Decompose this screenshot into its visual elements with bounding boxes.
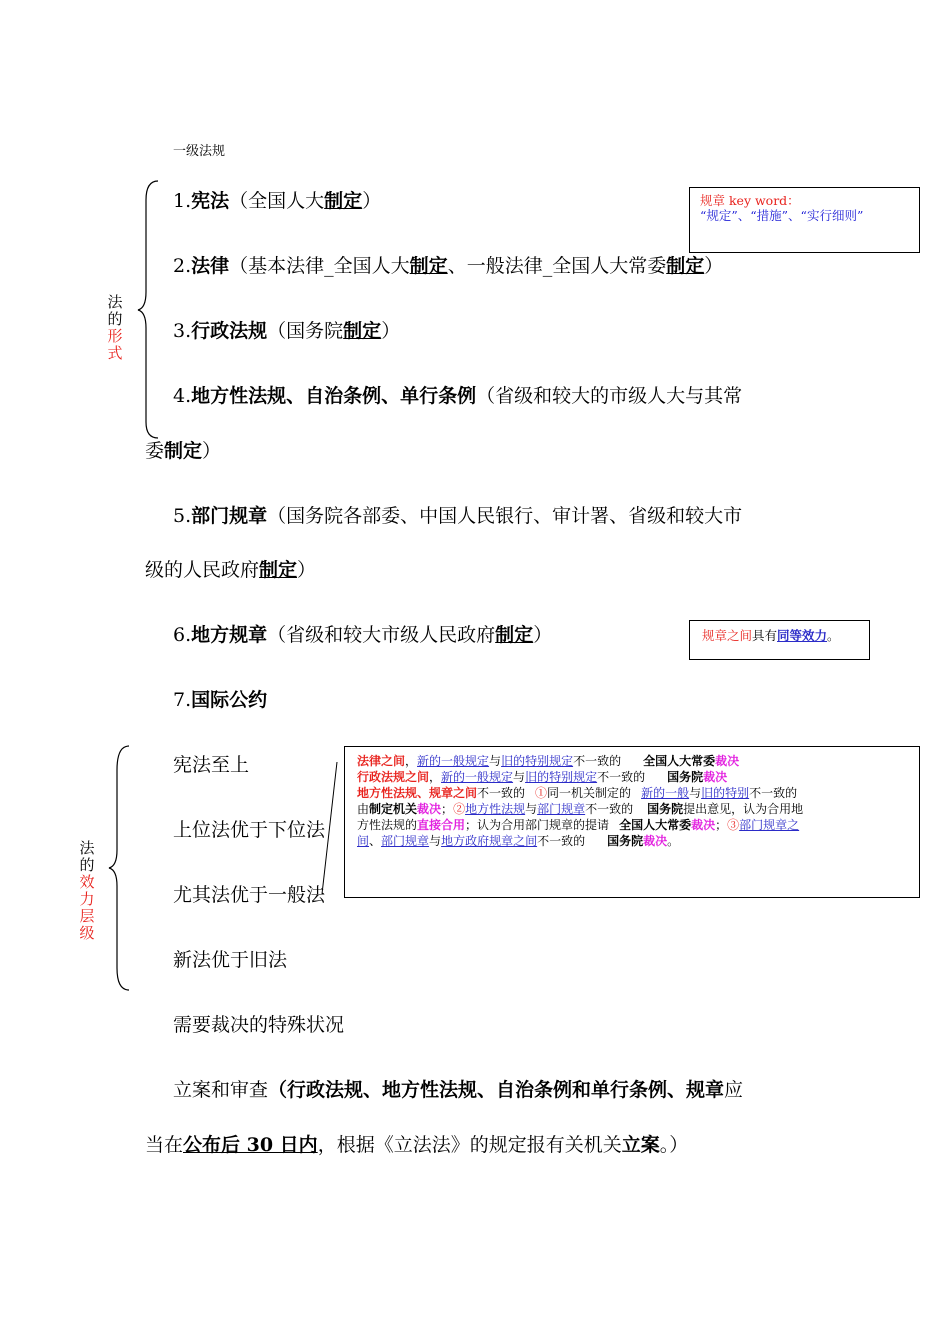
form-item-1: 1.宪法（全国人大制定）: [173, 190, 382, 212]
note-keyword: 规章 key word： “规定”、“措施”、“实行细则”: [689, 187, 920, 253]
form-item-5: 5.部门规章（国务院各部委、中国人民银行、审计署、省级和较大市: [173, 505, 743, 527]
note-equal-force: 规章之间具有同等效力。: [689, 620, 870, 660]
effect-label: 法 的 效 力 层 级: [79, 839, 95, 942]
effect-principle-3: 尤其法优于一般法: [173, 884, 326, 906]
conflict-row-3: 地方性法规、规章之间不一致的 ①同一机关制定的 新的一般与旧的特别不一致的: [357, 786, 798, 800]
form-item-6: 6.地方规章（省级和较大市级人民政府制定）: [173, 624, 553, 646]
effect-principle-2: 上位法优于下位法: [173, 819, 326, 841]
conflict-row-2: 行政法规之间，新的一般规定与旧的特别规定不一致的 国务院裁决: [357, 770, 728, 784]
form-item-3: 3.行政法规（国务院制定）: [173, 320, 401, 342]
form-item-4-cont: 委制定）: [145, 440, 222, 462]
form-item-2: 2.法律（基本法律_全国人大制定、一般法律_全国人大常委制定）: [173, 255, 724, 277]
effect-brace: [109, 746, 129, 990]
conflict-row-5: 方性法规的直接合用；认为合用部门规章的提请 全国人大常委裁决；③部门规章之: [357, 818, 800, 832]
conflict-row-6: 间、部门规章与地方政府规章之间不一致的 国务院裁决。: [357, 834, 680, 848]
filing-review-line-2: 当在公布后 30 日内，根据《立法法》的规定报有关机关立案。）: [145, 1134, 689, 1156]
form-item-4: 4.地方性法规、自治条例、单行条例（省级和较大的市级人大与其常: [173, 385, 743, 407]
form-item-7: 7.国际公约: [173, 689, 268, 711]
effect-principle-4: 新法优于旧法: [173, 949, 288, 971]
page-header: 一级法规: [173, 144, 226, 159]
note-conflict-resolution: [344, 746, 920, 898]
filing-review-line-1: 立案和审查（行政法规、地方性法规、自治条例和单行条例、规章应: [173, 1079, 744, 1101]
effect-principle-1: 宪法至上: [173, 754, 250, 776]
forms-label: 法 的 形 式: [107, 293, 123, 362]
form-item-5-cont: 级的人民政府制定）: [145, 559, 317, 581]
forms-brace: [138, 181, 158, 438]
conflict-row-1: 法律之间，新的一般规定与旧的特别规定不一致的 全国人大常委裁决: [357, 754, 740, 768]
special-case-heading: 需要裁决的特殊状况: [173, 1014, 345, 1036]
conflict-row-4: 由制定机关裁决；②地方性法规与部门规章不一致的 国务院提出意见，认为合用地: [357, 802, 804, 816]
